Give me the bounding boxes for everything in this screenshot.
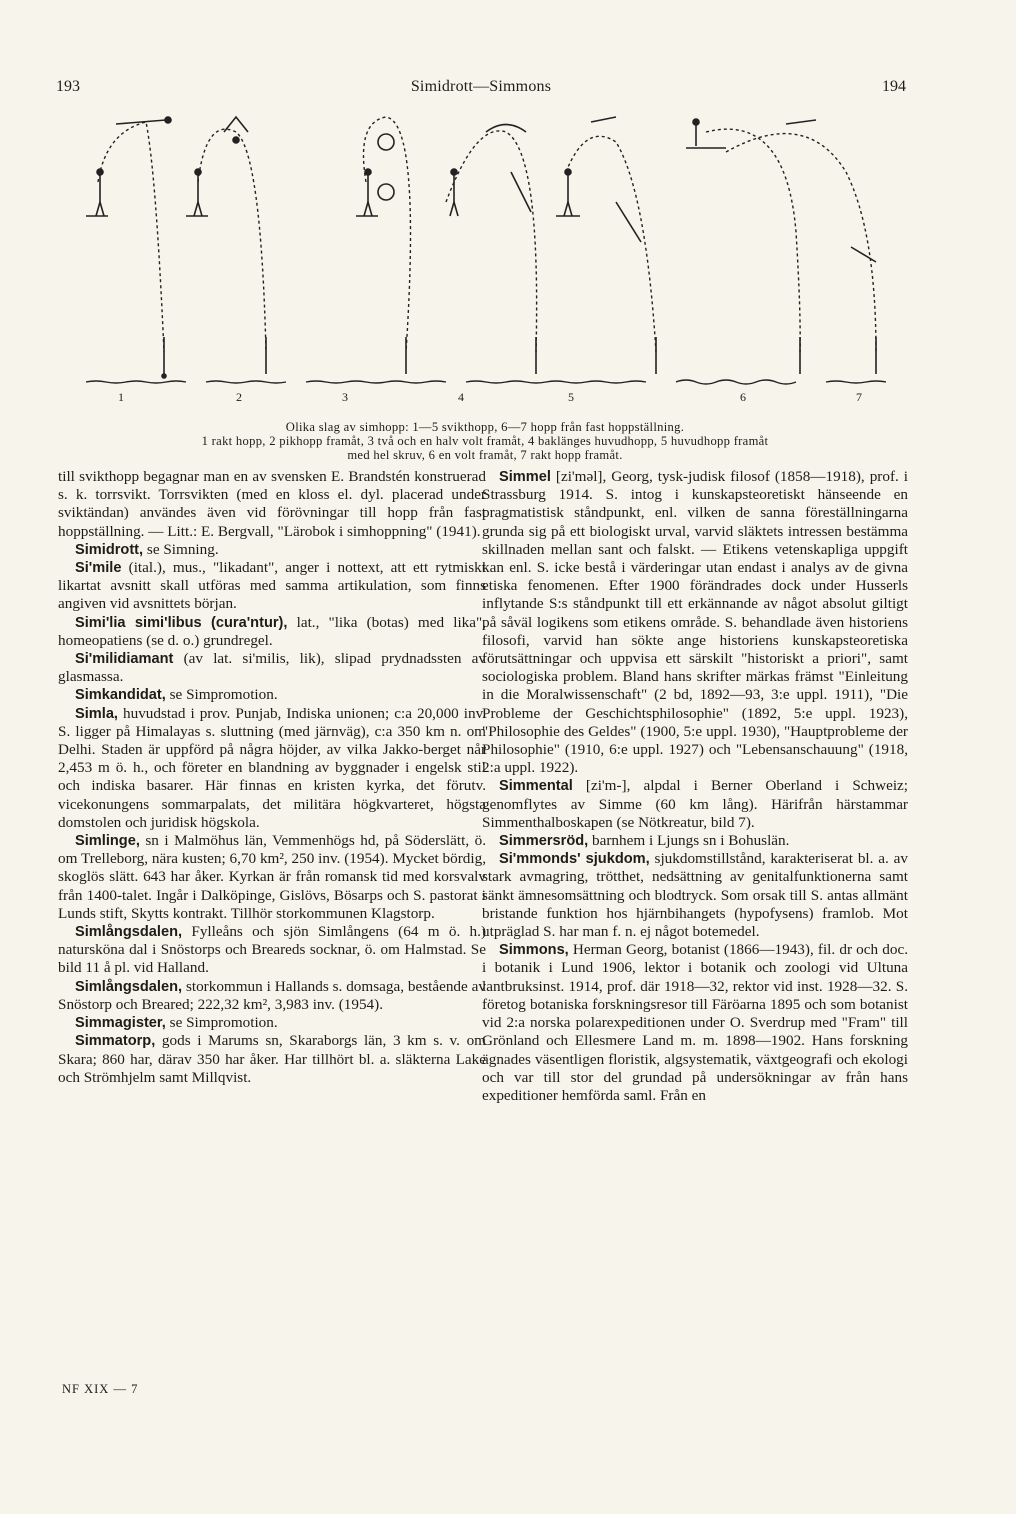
- entry-paragraph: Simmatorp, gods i Marums sn, Skaraborgs län, 3 km s. v. om Skara; 860 har, därav 350 har åker. Har tillhört bl. a. släkterna Lake och Strömhjelm samt Millqvist.: [58, 1032, 486, 1086]
- figure-number: 6: [740, 390, 747, 404]
- water-line-6: [826, 381, 886, 383]
- figure-caption: [60, 390, 910, 462]
- diver-figure-1: [96, 169, 104, 216]
- trajectory-3: [364, 117, 411, 352]
- water-line-4: [466, 381, 646, 383]
- diver-figure-4: [450, 169, 458, 216]
- caption-line-1: Olika slag av simhopp: 1—5 svikthopp, 6—7 hopp från fast hoppställning.: [285, 420, 685, 434]
- headword: Si'mile: [75, 560, 122, 577]
- entry-paragraph: Si'mile (ital.), mus., "likadant", anger i nottext, att ett rytmiskt likartat avsnitt skall utföras med samma artikulation, som finns angiven vid avsnittets början.: [58, 559, 486, 613]
- trajectory-7: [726, 134, 876, 352]
- figure-number: 7: [856, 390, 863, 404]
- entry-paragraph: till svikthopp begagnar man en av svensken E. Brandstén konstruerad s. k. torrsvikt. Torrsvikten (med en kloss el. dyl. placerad under sviktändan) användes även vid förövningar till hopp från fast hoppställning. — Litt.: E. Bergvall, "Lärobok i simhoppning" (1941).: [58, 468, 486, 540]
- trajectory-5: [566, 136, 656, 352]
- water-line-1: [86, 381, 186, 383]
- headword: Simlångsdalen,: [75, 924, 183, 941]
- entry-paragraph: Simmagister, se Simpromotion.: [75, 1014, 278, 1032]
- entry-paragraph: Simmental [zi'm-], alpdal i Berner Oberland i Schweiz; genomflytes av Simme (60 km lång). Härifrån härstammar Simmenthalboskapen (se Nötkreatur, bild 7).: [482, 777, 908, 831]
- diver-figure-3: [364, 169, 372, 216]
- running-title: Simidrott—Simmons: [410, 78, 552, 95]
- figure-number: 4: [458, 390, 465, 404]
- headword: Simmons,: [499, 942, 569, 959]
- headword: Si'mmonds' sjukdom,: [499, 851, 650, 868]
- headword: Simidrott,: [75, 541, 144, 558]
- entry-paragraph: Simidrott, se Simning.: [75, 540, 219, 558]
- headword: Simlinge,: [75, 833, 140, 850]
- entry-paragraph: Simlångsdalen, Fylleåns och sjön Simlångens (64 m ö. h.) natursköna dal i Snöstorps och Breareds socknar, ö. om Halmstad. Se bild 11 å pl. vid Halland.: [58, 923, 486, 977]
- diving-illustration: [86, 112, 886, 402]
- diving-figures-drawing: [86, 112, 886, 402]
- water-line-3: [306, 381, 446, 383]
- diver-figure-2: [194, 169, 202, 216]
- diver-figure-3-tuck: [378, 134, 394, 200]
- diver-figure-5: [564, 169, 572, 216]
- figure-number: 3: [342, 390, 349, 404]
- headword: Simla,: [75, 705, 118, 722]
- headword: Simkandidat,: [75, 687, 166, 704]
- signature-footer: NF XIX — 7: [62, 1382, 139, 1396]
- caption-line-3: med hel skruv, 6 en volt framåt, 7 rakt hopp framåt.: [347, 448, 623, 462]
- diver-figure-4-air: [486, 125, 531, 213]
- diver-figure-1-entry: [162, 337, 166, 378]
- caption-line-2: 1 rakt hopp, 2 pikhopp framåt, 3 två och en halv volt framåt, 4 baklänges huvudhopp, 5 huvudhopp framåt: [201, 434, 769, 448]
- figure-numbers: [60, 390, 910, 420]
- headword: Si'milidiamant: [75, 651, 174, 668]
- figure-number: 2: [236, 390, 243, 404]
- headword: Simlångsdalen,: [75, 978, 183, 995]
- entry-paragraph: Simmons, Herman Georg, botanist (1866—1943), fil. dr och doc. i botanik i Lund 1906, lektor i botanik och zoologi vid Ultuna lantbruksinst. 1914, prof. där 1918—32, rektor vid inst. 1928—32. S. företog botaniska forskningsresor till Färöarna 1895 och som botanist vid 2:a norska polarexpeditionen under O. Sverdrup med "Fram" till Grönland och Ellesmere Land m. m. 1898—1902. Hans forskning ägnades väsentligen floristik, algsystematik, växtgeografi och ekologi och var till stor del grundad på undersökningar av från hans expeditioner hemförda saml. Från en: [482, 941, 908, 1104]
- page-header: [56, 78, 906, 102]
- headword: Simi'lia simi'libus (cura'ntur),: [75, 614, 288, 631]
- entry-paragraph: Si'mmonds' sjukdom, sjukdomstillstånd, karakteriserat bl. a. av stark avmagring, trötthet, nedsättning av genitalfunktionerna samt sänkt ämnesomsättning och blodtryck. Som orsak till S. antas allmänt bristande funktion hos hjärnbihangets (hypofysens) framlob. Mot utpräglad S. har man f. n. ej något botemedel.: [482, 850, 908, 941]
- trajectory-1: [98, 122, 164, 352]
- water-line-5: [676, 380, 796, 384]
- diver-figure-7: [786, 120, 876, 262]
- figure-number: 5: [568, 390, 575, 404]
- headword: Simmagister,: [75, 1015, 166, 1032]
- entry-paragraph: Simla, huvudstad i prov. Punjab, Indiska unionen; c:a 20,000 inv. S. ligger på Himalayas s. sluttning (med järnväg), c:a 350 km n. om Delhi. Staden är uppförd på några höjder, av vilka Jakko-berget når 2,453 m ö. h., och företer en blandning av byggnader i engelsk stil och indiska basarer. Här finnas en kristen kyrka, det förutv. vicekonungens sommarpalats, det militära högkvarteret, högsta domstolen och juridisk högskola.: [58, 704, 486, 831]
- page-number-left: 193: [56, 78, 80, 95]
- headword: Simmersröd,: [499, 833, 589, 850]
- left-column: [58, 468, 486, 1087]
- entry-paragraph: Simkandidat, se Simpromotion.: [75, 686, 278, 704]
- trajectory-4: [446, 131, 537, 352]
- entry-paragraph: Simmel [zi'məl], Georg, tysk-judisk filosof (1858—1918), prof. i Strassburg 1914. S. intog i kunskapsteoretiskt hänseende en pragmatistisk ståndpunkt, enl. vilken de sanna föreställningarna grunda sig på ett biologiskt urval, varvid släktets intressen bestämma skillnaden mellan sant och falskt. — Etikens vetenskapliga uppgift kan enl. S. icke bestå i värderingar utan endast i analys av de givna etiska fenomenen. Efter 1900 förändrades dock under Husserls inflytande S:s ståndpunkt till ett erkännande av något absolut giltigt på såväl logikens som etikens område. S. behandlade även historiens filosofi, varvid han sökte ange historiens kunskapsteoretiska förutsättningar och uppvisa ett särskilt "historiskt a priori", samt sociologiska problem. Bland hans skrifter märkas främst "Einleitung in die Moralwissenschaft" (2 bd, 1892—93, 3:e uppl. 1911), "Die Probleme der Geschichtsphilosophie" (1892, 5:e uppl. 1923), "Philosophie des Geldes" (1900, 5:e uppl. 1930), "Hauptprobleme der Philosophie" (1910, 6:e uppl. 1927) och "Lebensanschauung" (1918, 2:a uppl. 1922).: [482, 468, 908, 777]
- headword: Simmatorp,: [75, 1033, 156, 1050]
- headword: Simmental: [499, 778, 573, 795]
- page-number-right: 194: [882, 78, 906, 95]
- entry-paragraph: Simi'lia simi'libus (cura'ntur), lat., "lika (botas) med lika", homeopatiens (se d. o.) grundregel.: [58, 613, 486, 649]
- entry-paragraph: Si'milidiamant (av lat. si'milis, lik), slipad prydnadssten av glasmassa.: [58, 650, 486, 686]
- figure-number: 1: [118, 390, 125, 404]
- trajectory-2: [198, 129, 266, 352]
- trajectory-6: [706, 129, 800, 352]
- entry-paragraph: Simlinge, sn i Malmöhus län, Vemmenhögs hd, på Söderslätt, ö. om Trelleborg, nära kusten; 6,70 km², 250 inv. (1954). Mycket bördig, skoglös slätt. 643 har åker. Kyrkan är från romansk tid med korsvalv från 1400-talet. Ingår i Dalköpinge, Gislövs, Bösarps och S. pastorat i Lunds stift, Skytts kontrakt. Tillhör storkommunen Klagstorp.: [58, 832, 486, 922]
- water-line-2: [206, 381, 286, 383]
- right-column: [482, 468, 908, 1105]
- entry-paragraph: Simmersröd, barnhem i Ljungs sn i Bohuslän.: [499, 832, 790, 850]
- headword: Simmel: [499, 469, 551, 485]
- diver-figure-6: [693, 119, 699, 146]
- entry-paragraph: Simlångsdalen, storkommun i Hallands s. domsaga, bestående av Snöstorp och Breared; 222,32 km², 3,983 inv. (1954).: [58, 977, 486, 1013]
